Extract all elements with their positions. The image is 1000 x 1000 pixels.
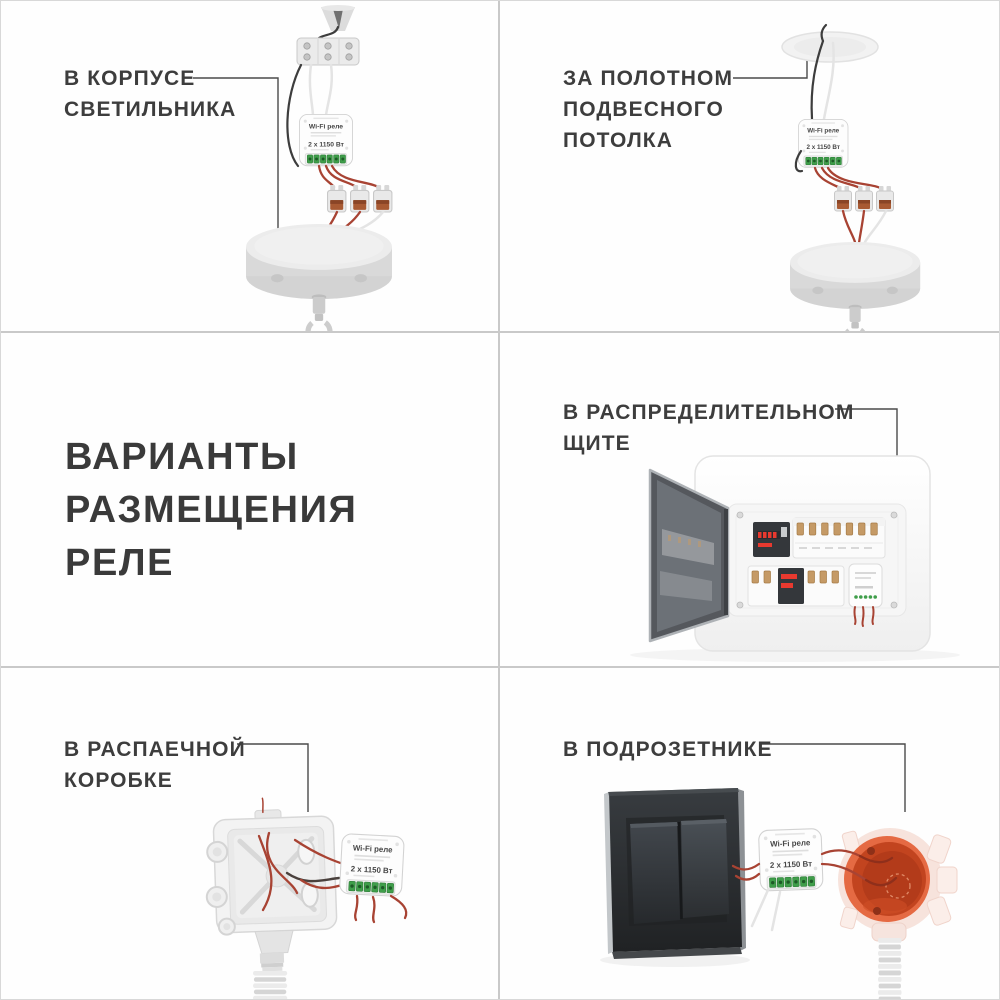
label-line: В КОРПУСЕ xyxy=(64,67,196,90)
wifi-relay-device xyxy=(299,114,352,165)
panel-lamp-housing xyxy=(1,1,500,333)
box-throat xyxy=(255,930,294,953)
distribution-board-illustration xyxy=(500,333,999,668)
wago-connectors xyxy=(328,185,392,212)
lamp-canopy xyxy=(790,242,920,333)
breaker-row-top xyxy=(793,518,885,558)
wifi-relay-device xyxy=(758,828,823,891)
flush-mount-box xyxy=(838,828,957,941)
wires-below-relay xyxy=(355,896,406,922)
title-line: РЕЛЕ xyxy=(65,542,175,584)
wifi-relay-device xyxy=(798,119,848,167)
wires-wagos-to-canopy xyxy=(843,211,886,244)
panel-label-suspended-ceiling xyxy=(563,63,733,156)
leader-line-junction-box xyxy=(237,744,308,812)
label-line: КОРОБКЕ xyxy=(64,769,173,792)
panel-suspended-ceiling xyxy=(500,1,999,333)
wall-switch xyxy=(604,788,746,959)
panel-title xyxy=(1,333,500,668)
label-line: В ПОДРОЗЕТНИКЕ xyxy=(563,738,773,761)
wires-relay-to-wagos xyxy=(319,166,378,187)
panel-label-junction-box xyxy=(64,734,246,796)
distribution-board xyxy=(695,456,930,651)
label-line: В РАСПРЕДЕЛИТЕЛЬНОМ xyxy=(563,401,855,424)
label-line: ПОТОЛКА xyxy=(563,129,673,152)
label-line: В РАСПАЕЧНОЙ xyxy=(64,738,246,761)
panel-label-flush-box xyxy=(563,734,773,765)
suspended-ceiling-illustration xyxy=(500,1,999,333)
label-line: СВЕТИЛЬНИКА xyxy=(64,98,237,121)
junction-box-illustration xyxy=(1,668,500,999)
rocker-right xyxy=(681,819,729,918)
conduit-below-socket xyxy=(878,938,902,999)
door-hinge xyxy=(724,509,728,615)
panel-label-distribution-board xyxy=(563,397,854,459)
page-title xyxy=(65,431,357,590)
flush-box-illustration xyxy=(500,668,999,999)
panel-label-lamp-housing xyxy=(64,63,236,125)
wago-connectors xyxy=(835,186,894,211)
wires-relay-to-wagos xyxy=(815,168,880,188)
panel-distribution-board xyxy=(500,333,999,668)
lamp-housing-illustration xyxy=(1,1,500,333)
panel-flush-box xyxy=(500,668,999,999)
label-line: ЗА ПОЛОТНОМ xyxy=(563,67,734,90)
title-line: ВАРИАНТЫ xyxy=(65,436,299,478)
power-meter xyxy=(753,522,790,557)
ceiling-hole xyxy=(782,32,878,62)
panel-junction-box xyxy=(1,668,500,999)
rocker-left xyxy=(630,822,680,924)
label-line: ЩИТЕ xyxy=(563,432,631,455)
title-line: РАЗМЕЩЕНИЯ xyxy=(65,489,358,531)
lamp-canopy xyxy=(246,224,392,333)
leader-line-flush-box xyxy=(761,744,905,812)
breaker-row-bottom xyxy=(748,566,844,606)
wifi-relay-device xyxy=(339,834,404,897)
label-line: ПОДВЕСНОГО xyxy=(563,98,724,121)
conduit-below-box xyxy=(253,971,287,999)
terminal-block xyxy=(297,38,359,65)
